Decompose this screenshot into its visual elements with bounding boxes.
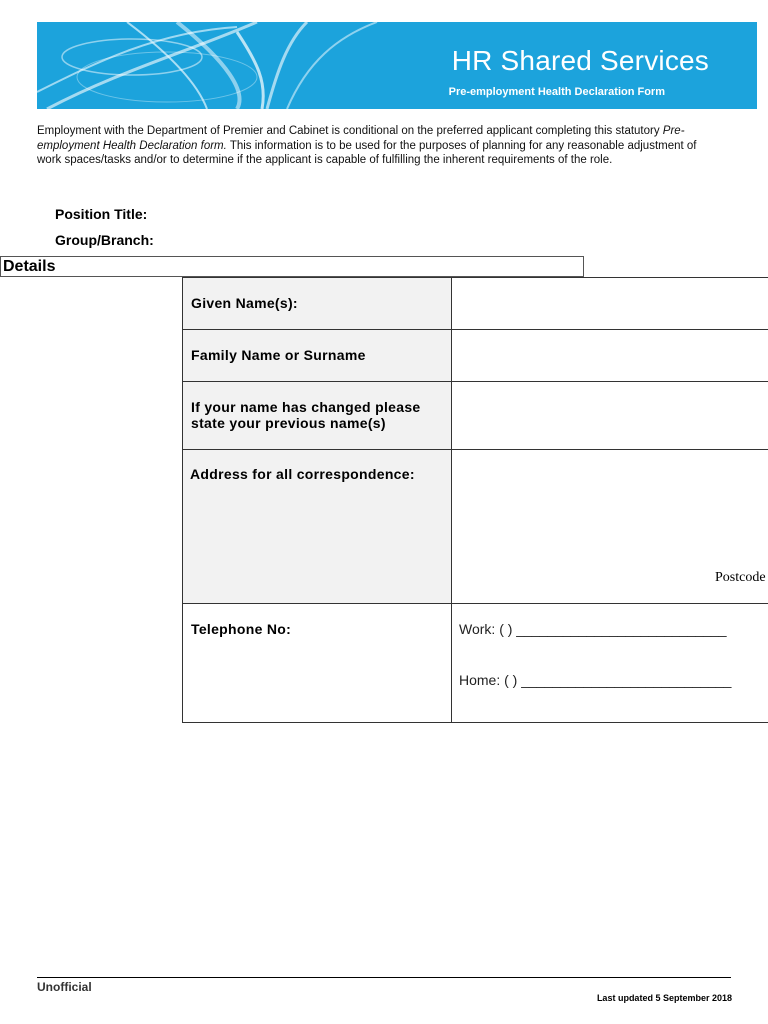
intro-paragraph <box>37 124 717 168</box>
banner-title: HR Shared Services <box>451 45 709 76</box>
classification-label: Unofficial <box>37 980 92 994</box>
footer-divider <box>37 977 731 978</box>
last-updated-label: Last updated 5 September 2018 <box>596 993 732 1003</box>
intro-form-name: Pre-employment Health Declaration form. <box>37 125 685 152</box>
given-names-label-cell <box>183 278 452 330</box>
family-name-label: Family Name or Surname <box>191 347 366 363</box>
previous-name-label: If your name has changed please state your previous name(s) <box>191 399 421 431</box>
banner-subtitle: Pre-employment Health Declaration Form <box>448 86 665 98</box>
postcode-label: Postcode <box>715 570 766 585</box>
telephone-label: Telephone No: <box>191 621 292 637</box>
given-names-label: Given Name(s): <box>191 295 298 311</box>
details-table <box>182 277 768 723</box>
previous-name-label-cell <box>183 382 452 450</box>
intro-text-2: This information is to be used for the purposes of planning for any reasonable adjustment of work spaces/tasks and/or to determine if the applicant is capable of fulfilling the inherent requirements of the role. <box>37 139 697 166</box>
telephone-label-cell <box>183 604 452 723</box>
home-phone-field[interactable]: Home: ( ) ___________________________ <box>459 672 732 688</box>
position-title-label: Position Title: <box>55 206 148 222</box>
address-label-cell <box>183 450 452 604</box>
family-name-field[interactable] <box>452 330 768 382</box>
group-branch-label: Group/Branch: <box>55 232 154 248</box>
given-names-field[interactable] <box>452 278 768 330</box>
details-section-header <box>0 256 584 277</box>
family-name-label-cell <box>183 330 452 382</box>
details-heading: Details <box>3 258 56 275</box>
work-phone-field[interactable]: Work: ( ) ___________________________ <box>459 621 727 637</box>
address-label: Address for all correspondence: <box>190 466 415 482</box>
intro-text-1: Employment with the Department of Premier and Cabinet is conditional on the preferred applicant completing this statutory <box>37 125 663 137</box>
previous-name-field[interactable] <box>452 382 768 450</box>
header-banner <box>37 22 757 109</box>
